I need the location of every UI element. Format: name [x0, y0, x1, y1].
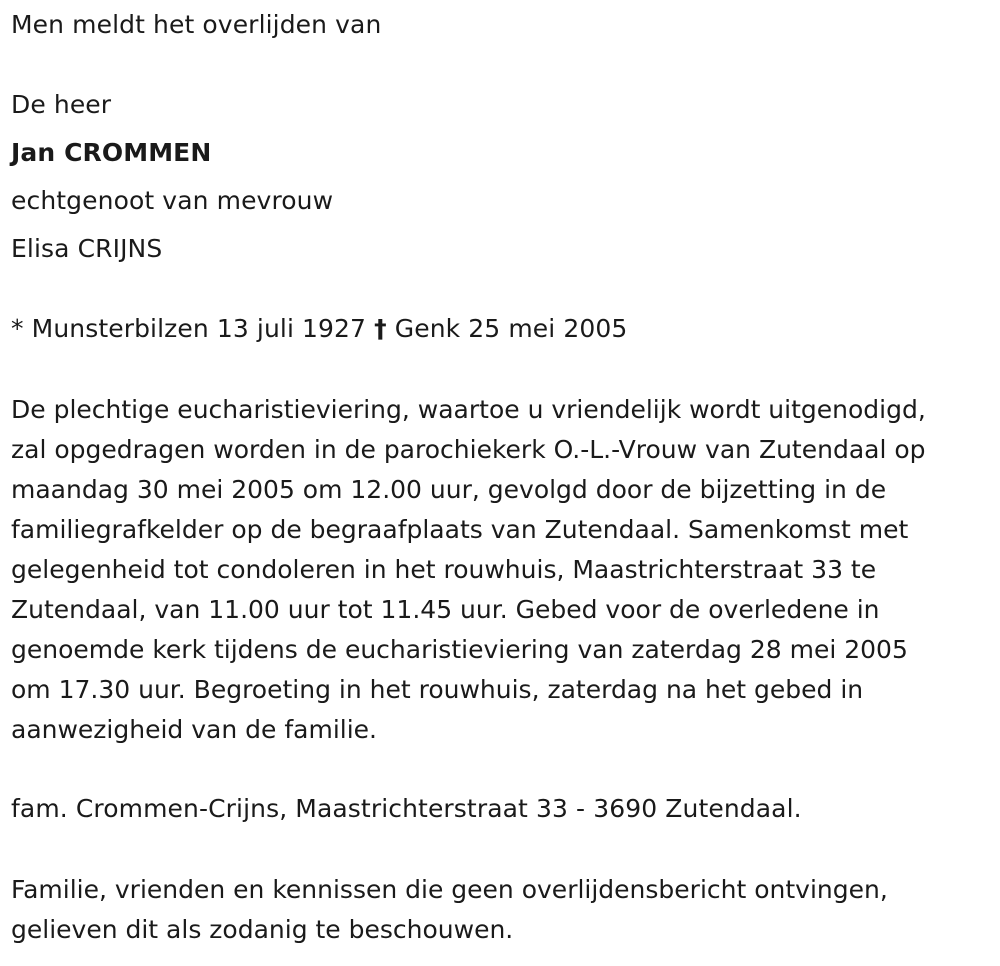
- ceremony-line: genoemde kerk tijdens de eucharistieviering van zaterdag 28 mei 2005: [11, 635, 908, 664]
- spouse-name: Elisa CRIJNS: [11, 234, 163, 263]
- ceremony-line: familiegrafkelder op de begraafplaats van Zutendaal. Samenkomst met: [11, 515, 909, 544]
- closing-line: gelieven dit als zodanig te beschouwen.: [11, 915, 514, 944]
- intro-text: Men meldt het overlijden van: [11, 10, 382, 39]
- death-info: Genk 25 mei 2005: [394, 314, 628, 343]
- ceremony-line: Zutendaal, van 11.00 uur tot 11.45 uur. Gebed voor de overledene in: [11, 595, 880, 624]
- relation-text: echtgenoot van mevrouw: [11, 186, 334, 215]
- title-prefix: De heer: [11, 90, 112, 119]
- ceremony-line: om 17.30 uur. Begroeting in het rouwhuis, zaterdag na het gebed in: [11, 675, 864, 704]
- deceased-name: Jan CROMMEN: [11, 138, 212, 167]
- ceremony-line: maandag 30 mei 2005 om 12.00 uur, gevolgd door de bijzetting in de: [11, 475, 887, 504]
- birth-info: * Munsterbilzen 13 juli 1927: [11, 314, 367, 343]
- ceremony-line: aanwezigheid van de familie.: [11, 715, 377, 744]
- closing-paragraph: [11, 870, 996, 950]
- ceremony-line: zal opgedragen worden in de parochiekerk O.-L.-Vrouw van Zutendaal op: [11, 435, 926, 464]
- ceremony-line: De plechtige eucharistieviering, waartoe u vriendelijk wordt uitgenodigd,: [11, 395, 926, 424]
- ceremony-paragraph: [11, 390, 996, 750]
- cross-icon: †: [374, 314, 387, 343]
- life-dates: [11, 314, 627, 344]
- closing-line: Familie, vrienden en kennissen die geen overlijdensbericht ontvingen,: [11, 875, 888, 904]
- family-address: fam. Crommen-Crijns, Maastrichterstraat 33 - 3690 Zutendaal.: [11, 794, 802, 823]
- ceremony-line: gelegenheid tot condoleren in het rouwhuis, Maastrichterstraat 33 te: [11, 555, 877, 584]
